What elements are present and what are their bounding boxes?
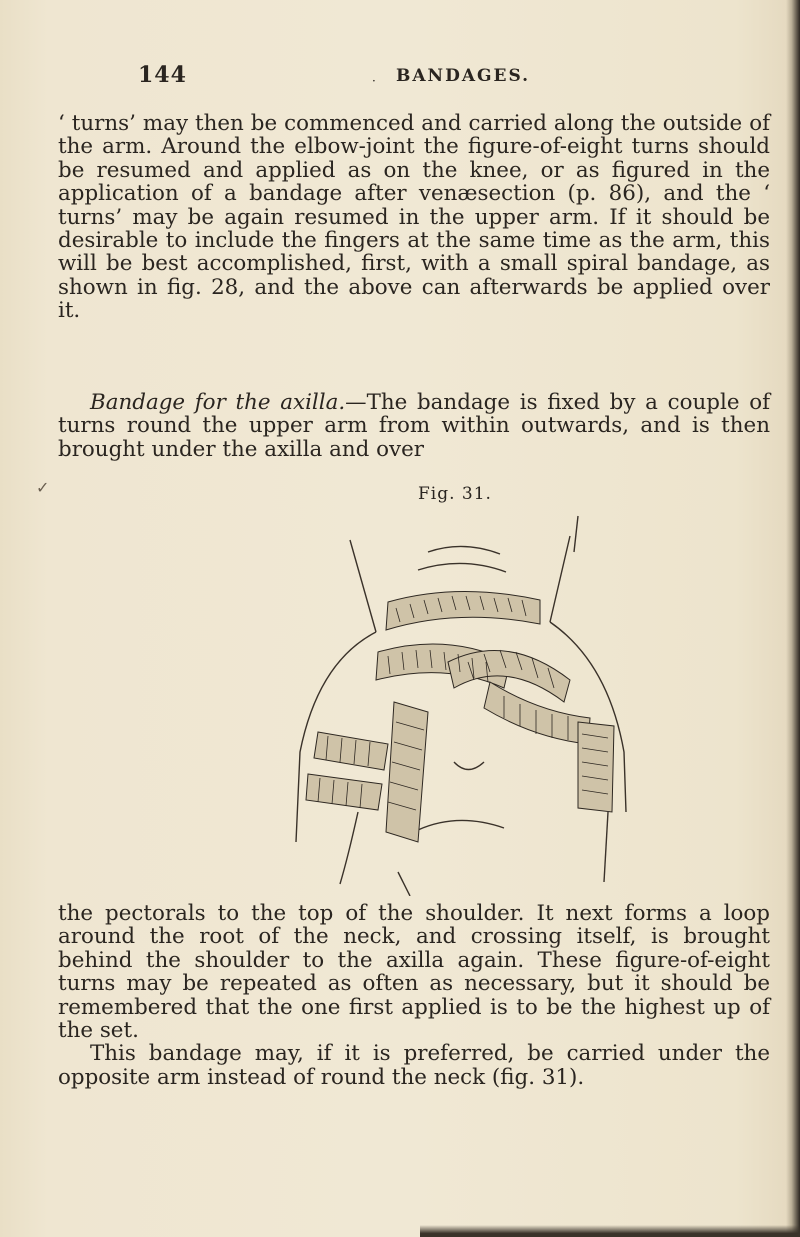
- page-header: [138, 62, 698, 96]
- paragraph-arm-turns: [58, 112, 770, 323]
- page-edge-shadow: [786, 0, 800, 1237]
- chin-outline: [418, 563, 506, 572]
- paragraph-opposite-arm: This bandage may, if it is preferred, be carried under the opposite arm instead of round the neck (fig. 31).: [58, 1041, 770, 1090]
- page-number: 144: [138, 62, 187, 88]
- page-bottom-shadow: [420, 1225, 800, 1237]
- bandage-neck-loop: [386, 591, 540, 630]
- bandage-arm-turn: [314, 732, 388, 770]
- leader-line-bottom: [398, 872, 410, 896]
- figure-illustration: [278, 512, 644, 896]
- bandage-chest-turn: [484, 682, 590, 744]
- section-heading: Bandage for the axilla.: [90, 390, 346, 415]
- chin-outline: [428, 546, 500, 554]
- neck-outline-left: [350, 540, 376, 632]
- torso-outline-left: [340, 812, 358, 884]
- chest-outline: [418, 820, 504, 830]
- paragraph-axilla-bandage: [58, 391, 770, 461]
- bandage-left-axilla: [386, 702, 428, 842]
- bandage-arm-turn: [306, 774, 382, 810]
- figure-caption: Fig. 31.: [418, 484, 492, 504]
- bandage-right-axilla: [578, 722, 614, 812]
- header-separator: ·: [372, 74, 376, 88]
- paragraph-body: —The bandage is fixed by a couple of turns round the upper arm from within outwards, and is then brought under the axilla and over: [58, 390, 771, 462]
- leader-line-top: [574, 516, 578, 552]
- margin-pencil-mark: ✓: [36, 478, 50, 497]
- paragraph-text: ‘ turns’ may then be commenced and carried along the outside of the arm. Around the elbow-joint the figure-of-eight turns should be resumed and applied as on the knee, or as figured in the application of a bandage after venæsection (p. 86), and the ‘ turns’ may be again resumed in the upper arm. If it should be desirable to include the fingers at the same time as the arm, this will be best accomplished, first, with a small spiral bandage, as shown in fig. 28, and the above can afterwards be applied over it.: [58, 111, 770, 324]
- paragraph-figure-of-eight: [58, 902, 770, 1089]
- chest-outline: [454, 762, 484, 770]
- torso-outline-right: [604, 812, 608, 882]
- paragraph-text: [58, 391, 770, 461]
- running-head: BANDAGES.: [396, 66, 531, 86]
- neck-outline-right: [550, 536, 570, 622]
- paragraph-text: the pectorals to the top of the shoulder. It next forms a loop around the root of the neck, and crossing itself, is brought behind the shoulder to the axilla again. These figure-of-eight turns may be repeated as often as necessary, but it should be remembered that the one first applied is to be the highest up of the set.: [58, 901, 770, 1044]
